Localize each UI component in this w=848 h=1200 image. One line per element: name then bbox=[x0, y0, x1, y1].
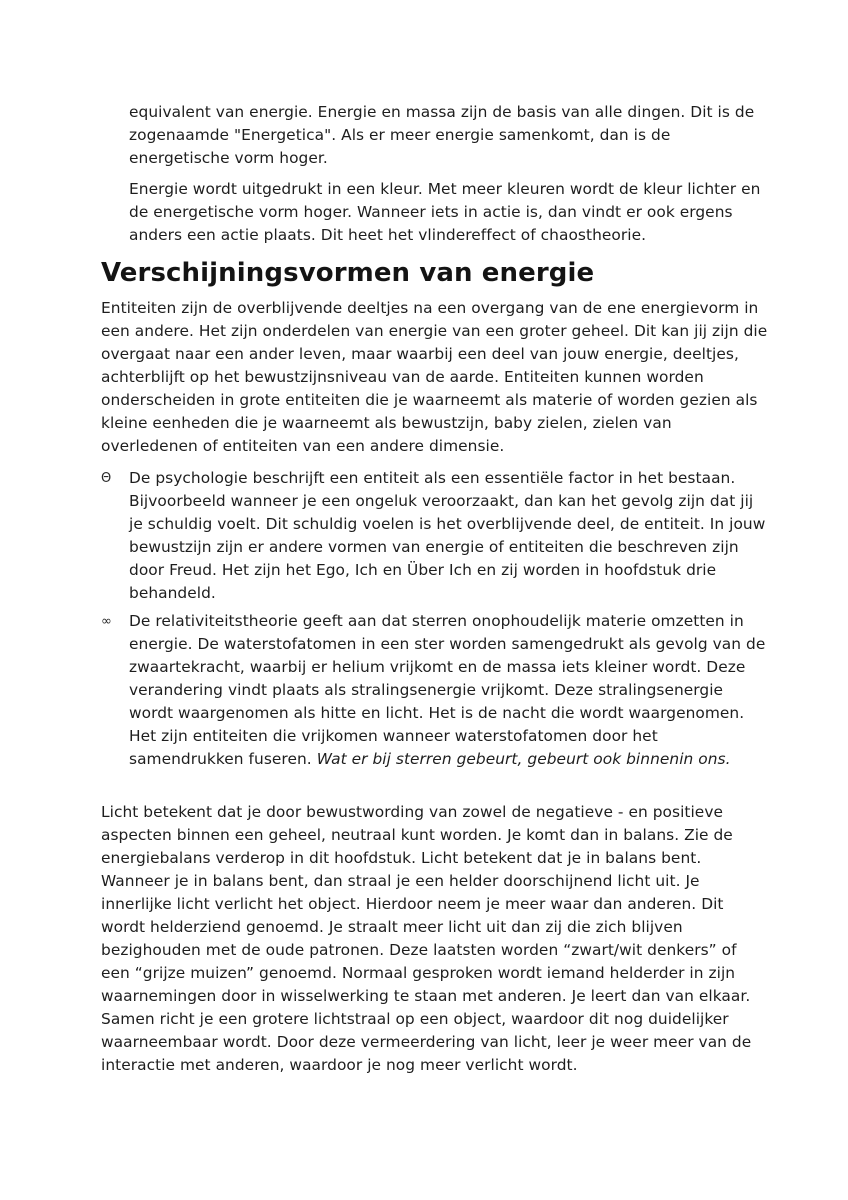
section-paragraph-1: Entiteiten zijn de overblijvende deeltjes na een overgang van de ene energievorm in een andere. Het zijn onderdelen van energie van een groter geheel. Dit kan jij zijn die overgaat naar een ander leven, maar waarbij een deel van jouw energie, deeltjes, achterblijft op het bewustzijnsniveau van de aarde. Entiteiten kunnen worden onderscheiden in grote entiteiten die je waarneemt als materie of worden gezien als kleine eenheden die je waarneemt als bewustzijn, baby zielen, zielen van overledenen of entiteiten van een andere dimensie. bbox=[101, 299, 768, 455]
bullet-text-regular: De relativiteitstheorie geeft aan dat sterren onophoudelijk materie omzetten in energie. De waterstofatomen in een ster worden samengedrukt als gevolg van de zwaartekracht, waarbij er helium vrijkomt en de massa iets kleiner wordt. Deze verandering vindt plaats als stralingsenergie vrijkomt. Deze stralingsenergie wordt waargenomen als hitte en licht. Het is de nacht die wordt waargenomen. Het zijn entiteiten die vrijkomen wanneer waterstofatomen door het samendrukken fuseren. bbox=[129, 612, 766, 768]
intro-paragraph-1: equivalent van energie. Energie en massa zijn de basis van alle dingen. Dit is de zogenaamde "Energetica". Als er meer energie samenkomt, dan is de energetische vorm hoger. bbox=[129, 103, 755, 167]
bullet-text: De psychologie beschrijft een entiteit als een essentiële factor in het bestaan. Bijvoorbeeld wanneer je een ongeluk veroorzaakt, dan kan het gevolg zijn dat jij je schuldig voelt. Dit schuldig voelen is het overblijvende deel, de entiteit. In jouw bewustzijn zijn er andere vormen van energie of entiteiten die beschreven zijn door Freud. Het zijn het Ego, Ich en Über Ich en zij worden in hoofdstuk drie behandeld. bbox=[129, 469, 766, 602]
bullet-text bbox=[129, 610, 769, 771]
infinity-bullet-icon: ∞ bbox=[101, 614, 112, 629]
section-paragraph-2: Licht betekent dat je door bewustwording van zowel de negatieve - en positieve aspecten binnen een geheel, neutraal kunt worden. Je komt dan in balans. Zie de energiebalans verderop in dit hoofdstuk. Licht betekent dat je in balans bent. Wanneer je in balans bent, dan straal je een helder doorschijnend licht uit. Je innerlijke licht verlicht het object. Hierdoor neem je meer waar dan anderen. Dit wordt helderziend genoemd. Je straalt meer licht uit dan zij die zich blijven bezighouden met de oude patronen. Deze laatsten worden “zwart/wit denkers” of een “grijze muizen” genoemd. Normaal gesproken wordt iemand helderder in zijn waarnemingen door in wisselwerking te staan met anderen. Je leert dan van elkaar. Samen richt je een grotere lichtstraal op een object, waardoor dit nog duidelijker waarneembaar wordt. Door deze vermeerdering van licht, leer je weer meer van de interactie met anderen, waardoor je nog meer verlicht wordt. bbox=[101, 803, 752, 1074]
theta-bullet-icon: Θ bbox=[101, 471, 112, 486]
section-heading: Verschijningsvormen van energie bbox=[101, 258, 595, 288]
intro-paragraph-2: Energie wordt uitgedrukt in een kleur. Met meer kleuren wordt de kleur lichter en de energetische vorm hoger. Wanneer iets in actie is, dan vindt er ook ergens anders een actie plaats. Dit heet het vlindereffect of chaostheorie. bbox=[129, 180, 761, 244]
bullet-text-italic: Wat er bij sterren gebeurt, gebeurt ook binnenin ons. bbox=[316, 750, 731, 768]
